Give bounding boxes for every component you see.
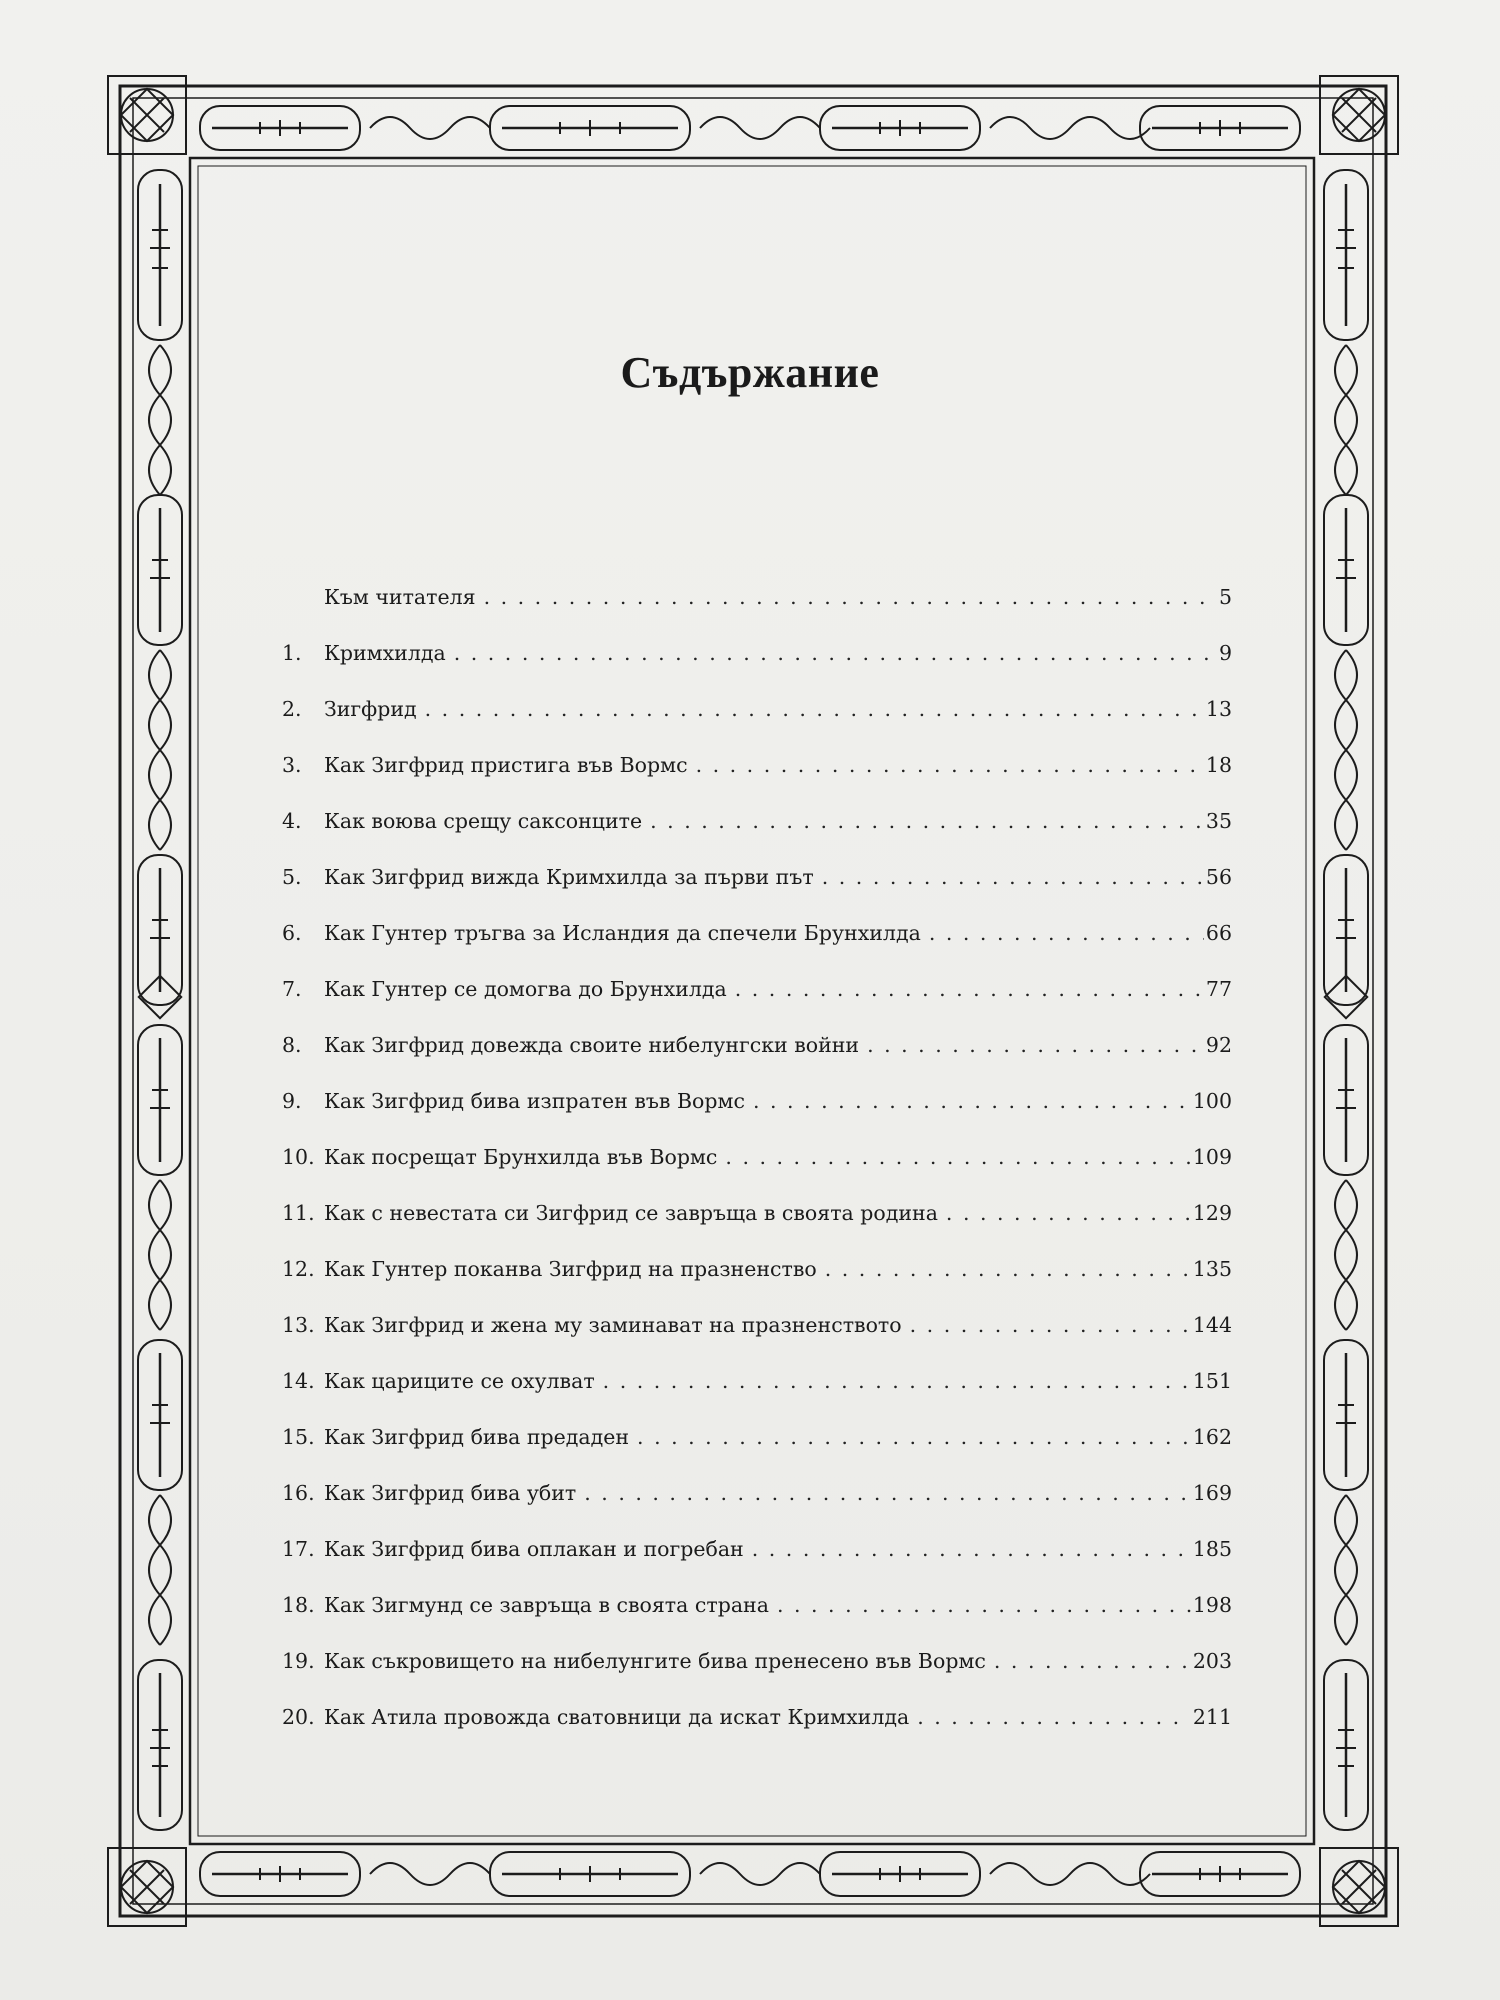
toc-entry-page: 9	[1218, 641, 1232, 665]
toc-entry	[282, 1145, 1232, 1201]
table-of-contents	[282, 585, 1232, 1761]
toc-entry-number: 19.	[282, 1649, 315, 1673]
toc-entry-title: Как цариците се охулват	[324, 1369, 595, 1393]
toc-entry-title: Как Атила провожда сватовници да искат Кримхилда	[324, 1705, 910, 1729]
toc-entry-number: 1.	[282, 641, 302, 665]
toc-entry-title: Как Зигфрид бива оплакан и погребан	[324, 1537, 744, 1561]
toc-entry-page: 56	[1205, 865, 1232, 889]
toc-entry	[282, 753, 1232, 809]
toc-entry-line	[324, 1705, 1232, 1729]
toc-entry-number: 14.	[282, 1369, 315, 1393]
toc-entry-page: 144	[1192, 1313, 1232, 1337]
toc-dot-leader	[637, 1425, 1191, 1449]
toc-entry	[282, 1649, 1232, 1705]
toc-entry-title: Как съкровището на нибелунгите бива пренесено във Вормс	[324, 1649, 986, 1673]
toc-dot-leader	[484, 585, 1217, 609]
toc-dot-leader	[910, 1313, 1191, 1337]
toc-entry-title: Зигфрид	[324, 697, 417, 721]
toc-entry-line	[324, 1537, 1232, 1561]
toc-entry	[282, 1537, 1232, 1593]
toc-entry-page: 35	[1205, 809, 1232, 833]
toc-entry-page: 211	[1192, 1705, 1232, 1729]
toc-entry-line	[324, 1201, 1232, 1225]
toc-entry-title: Как Зигфрид бива изпратен във Вормс	[324, 1089, 745, 1113]
toc-entry-title: Как посрещат Брунхилда във Вормс	[324, 1145, 718, 1169]
toc-entry-line	[324, 1089, 1232, 1113]
toc-entry	[282, 1257, 1232, 1313]
toc-entry-page: 92	[1205, 1033, 1232, 1057]
toc-entry-title: Как Зигфрид и жена му заминават на празненството	[324, 1313, 902, 1337]
toc-dot-leader	[777, 1593, 1191, 1617]
toc-entry-page: 203	[1192, 1649, 1232, 1673]
toc-entry-page: 77	[1205, 977, 1232, 1001]
toc-entry-number: 10.	[282, 1145, 315, 1169]
toc-entry-number: 4.	[282, 809, 302, 833]
toc-entry	[282, 585, 1232, 641]
toc-entry-line	[324, 921, 1232, 945]
toc-entry	[282, 921, 1232, 977]
toc-entry-line	[324, 1649, 1232, 1673]
toc-entry-line	[324, 1593, 1232, 1617]
toc-entry-line	[324, 753, 1232, 777]
toc-entry	[282, 1089, 1232, 1145]
toc-entry-number: 17.	[282, 1537, 315, 1561]
toc-entry-title: Как Зигфрид довежда своите нибелунгски войни	[324, 1033, 860, 1057]
toc-entry-line	[324, 697, 1232, 721]
toc-dot-leader	[946, 1201, 1191, 1225]
toc-entry-page: 109	[1192, 1145, 1232, 1169]
toc-entry-line	[324, 977, 1232, 1001]
toc-entry-page: 135	[1192, 1257, 1232, 1281]
toc-dot-leader	[696, 753, 1204, 777]
toc-entry-title: Към читателя	[324, 585, 476, 609]
toc-entry-number: 15.	[282, 1425, 315, 1449]
toc-entry	[282, 1593, 1232, 1649]
toc-entry	[282, 977, 1232, 1033]
toc-entry-number: 16.	[282, 1481, 315, 1505]
toc-entry-page: 198	[1192, 1593, 1232, 1617]
toc-dot-leader	[735, 977, 1204, 1001]
toc-entry-number: 20.	[282, 1705, 315, 1729]
toc-entry-title: Как Зигфрид пристига във Вормс	[324, 753, 688, 777]
toc-dot-leader	[929, 921, 1204, 945]
toc-entry-number: 13.	[282, 1313, 315, 1337]
toc-entry-title: Кримхилда	[324, 641, 446, 665]
toc-entry	[282, 641, 1232, 697]
toc-entry-page: 66	[1205, 921, 1232, 945]
toc-dot-leader	[753, 1089, 1191, 1113]
toc-entry	[282, 1033, 1232, 1089]
toc-entry-line	[324, 865, 1232, 889]
toc-entry-line	[324, 1033, 1232, 1057]
toc-entry-title: Как Зигфрид вижда Кримхилда за първи път	[324, 865, 814, 889]
toc-entry-line	[324, 1481, 1232, 1505]
toc-dot-leader	[584, 1481, 1191, 1505]
toc-entry-line	[324, 809, 1232, 833]
toc-entry-title: Как воюва срещу саксонците	[324, 809, 643, 833]
toc-entry-title: Как Зигфрид бива предаден	[324, 1425, 630, 1449]
toc-entry-title: Как с невестата си Зигфрид се завръща в своята родина	[324, 1201, 938, 1225]
toc-entry-number: 6.	[282, 921, 302, 945]
toc-dot-leader	[917, 1705, 1191, 1729]
toc-entry-page: 169	[1192, 1481, 1232, 1505]
toc-entry	[282, 865, 1232, 921]
toc-entry-title: Как Гунтер поканва Зигфрид на празненство	[324, 1257, 817, 1281]
toc-entry-title: Как Гунтер се домогва до Брунхилда	[324, 977, 727, 1001]
toc-entry-line	[324, 1313, 1232, 1337]
toc-entry-number: 11.	[282, 1201, 315, 1225]
toc-entry	[282, 1369, 1232, 1425]
toc-entry-number: 3.	[282, 753, 302, 777]
toc-entry	[282, 1313, 1232, 1369]
toc-entry-number: 2.	[282, 697, 302, 721]
toc-entry	[282, 1705, 1232, 1761]
toc-entry-number: 12.	[282, 1257, 315, 1281]
toc-dot-leader	[454, 641, 1217, 665]
toc-entry-page: 129	[1192, 1201, 1232, 1225]
toc-entry-number: 8.	[282, 1033, 302, 1057]
toc-dot-leader	[425, 697, 1204, 721]
toc-dot-leader	[603, 1369, 1191, 1393]
toc-entry-title: Как Зигмунд се завръща в своята страна	[324, 1593, 769, 1617]
toc-entry-page: 151	[1192, 1369, 1232, 1393]
toc-entry	[282, 1425, 1232, 1481]
toc-dot-leader	[752, 1537, 1191, 1561]
toc-entry-page: 162	[1192, 1425, 1232, 1449]
toc-entry	[282, 1481, 1232, 1537]
toc-entry-page: 100	[1192, 1089, 1232, 1113]
toc-dot-leader	[867, 1033, 1204, 1057]
toc-entry-line	[324, 1425, 1232, 1449]
toc-entry	[282, 809, 1232, 865]
page-title: Съдържание	[620, 348, 880, 398]
toc-entry-page: 185	[1192, 1537, 1232, 1561]
toc-entry-number: 9.	[282, 1089, 302, 1113]
toc-dot-leader	[822, 865, 1204, 889]
toc-entry-line	[324, 1257, 1232, 1281]
toc-dot-leader	[825, 1257, 1191, 1281]
toc-entry-line	[324, 585, 1232, 609]
toc-entry-page: 5	[1218, 585, 1232, 609]
toc-entry-line	[324, 641, 1232, 665]
toc-entry	[282, 1201, 1232, 1257]
toc-entry-line	[324, 1145, 1232, 1169]
toc-entry-title: Как Гунтер тръгва за Исландия да спечели Брунхилда	[324, 921, 921, 945]
toc-entry	[282, 697, 1232, 753]
toc-entry-number: 5.	[282, 865, 302, 889]
toc-dot-leader	[650, 809, 1204, 833]
toc-entry-page: 18	[1205, 753, 1232, 777]
toc-entry-page: 13	[1205, 697, 1232, 721]
toc-entry-number: 7.	[282, 977, 302, 1001]
toc-entry-title: Как Зигфрид бива убит	[324, 1481, 577, 1505]
toc-entry-line	[324, 1369, 1232, 1393]
toc-dot-leader	[994, 1649, 1191, 1673]
toc-dot-leader	[725, 1145, 1190, 1169]
toc-entry-number: 18.	[282, 1593, 315, 1617]
